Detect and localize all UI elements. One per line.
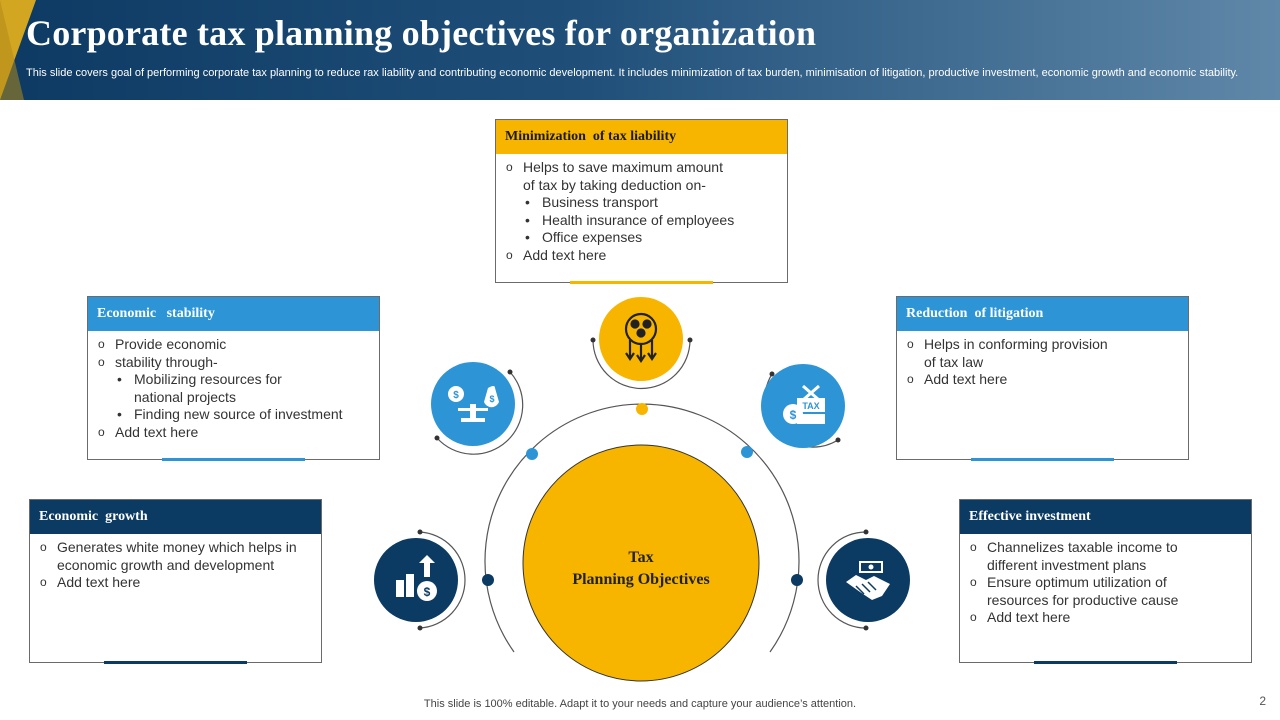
footer-note: This slide is 100% editable. Adapt it to your needs and capture your audience’s attention. <box>423 698 857 710</box>
center-label-line1: Tax <box>628 549 654 566</box>
list-item <box>504 159 779 194</box>
list-item: o Add text here <box>905 371 1180 389</box>
list-item <box>38 539 313 574</box>
page-subtitle: This slide covers goal of performing corporate tax planning to reduce rax liability and contributing economic development. It includes minimization of tax burden, minimisation of litigation, productive investment, economic growth and economic stability. <box>26 67 1239 79</box>
card-stability-title: Economic stability <box>88 297 379 331</box>
list-item <box>968 539 1243 574</box>
card-litigation <box>896 296 1189 460</box>
svg-text:$: $ <box>489 394 495 404</box>
list-item: o Provide economic <box>96 336 371 354</box>
card-minimization-body <box>496 154 787 264</box>
sub-item-text: national projects <box>134 388 236 405</box>
card-stability <box>87 296 380 460</box>
arc-end-dot <box>508 370 513 375</box>
card-growth-title: Economic growth <box>30 500 321 534</box>
arc-end-dot <box>591 338 596 343</box>
arc-end-dot <box>418 530 423 535</box>
sub-item-text: Mobilizing resources for <box>134 371 282 387</box>
card-minimization-title: Minimization of tax liability <box>496 120 787 154</box>
dot-lower-left <box>482 574 494 586</box>
card-investment <box>959 499 1252 663</box>
list-item: o Add text here <box>968 609 1243 627</box>
card-investment-body <box>960 534 1251 627</box>
list-item: o Add text here <box>96 424 371 442</box>
arc-end-dot <box>770 372 775 377</box>
sub-item <box>96 371 371 406</box>
page-number: 2 <box>1259 694 1266 708</box>
card-accent-line <box>971 458 1114 461</box>
sub-item: • Office expenses <box>504 229 779 247</box>
card-accent-line <box>570 281 713 284</box>
list-item: o Add text here <box>38 574 313 592</box>
sub-item: • Health insurance of employees <box>504 212 779 230</box>
card-accent-line <box>1034 661 1177 664</box>
arc-end-dot <box>864 626 869 631</box>
list-item-text: of tax by taking deduction on- <box>523 176 706 193</box>
list-item-text: of tax law <box>924 353 984 370</box>
arc-end-dot <box>836 438 841 443</box>
card-investment-title: Effective investment <box>960 500 1251 534</box>
card-litigation-body <box>897 331 1188 389</box>
dot-lower-right <box>791 574 803 586</box>
arc-end-dot <box>435 436 440 441</box>
list-item-text: different investment plans <box>987 556 1147 573</box>
svg-text:$: $ <box>789 408 797 422</box>
dot-upper-left <box>526 448 538 460</box>
svg-text:$: $ <box>453 390 459 401</box>
card-litigation-title: Reduction of litigation <box>897 297 1188 331</box>
dot-upper-right <box>741 446 753 458</box>
svg-text:$: $ <box>423 585 431 599</box>
list-item-text: Helps to save maximum amount <box>523 159 723 175</box>
center-label-line2: Planning Objectives <box>572 571 710 588</box>
sub-item: • Finding new source of investment <box>96 406 371 424</box>
list-item <box>968 574 1243 609</box>
sub-item: • Business transport <box>504 194 779 212</box>
arc-end-dot <box>688 338 693 343</box>
list-item-text: Channelizes taxable income to <box>987 539 1178 555</box>
list-item <box>905 336 1180 371</box>
dot-top <box>636 403 648 415</box>
card-growth <box>29 499 322 663</box>
list-item: o stability through- <box>96 354 371 372</box>
card-stability-body <box>88 331 379 441</box>
top-icon-circle <box>599 297 683 381</box>
list-item-text: Generates white money which helps in <box>57 539 297 555</box>
list-item-text: Ensure optimum utilization of <box>987 574 1167 590</box>
arc-end-dot <box>418 626 423 631</box>
list-item-text: resources for productive cause <box>987 591 1179 608</box>
svg-text:TAX: TAX <box>802 401 820 411</box>
lower-left-icon-circle <box>374 538 458 622</box>
card-accent-line <box>162 458 305 461</box>
arc-end-dot <box>864 530 869 535</box>
card-accent-line <box>104 661 247 664</box>
list-item-text: Helps in conforming provision <box>924 336 1108 352</box>
page-title: Corporate tax planning objectives for organization <box>26 13 817 53</box>
card-minimization <box>495 119 788 283</box>
list-item-text: economic growth and development <box>57 556 275 573</box>
card-growth-body <box>30 534 321 592</box>
list-item: o Add text here <box>504 247 779 265</box>
